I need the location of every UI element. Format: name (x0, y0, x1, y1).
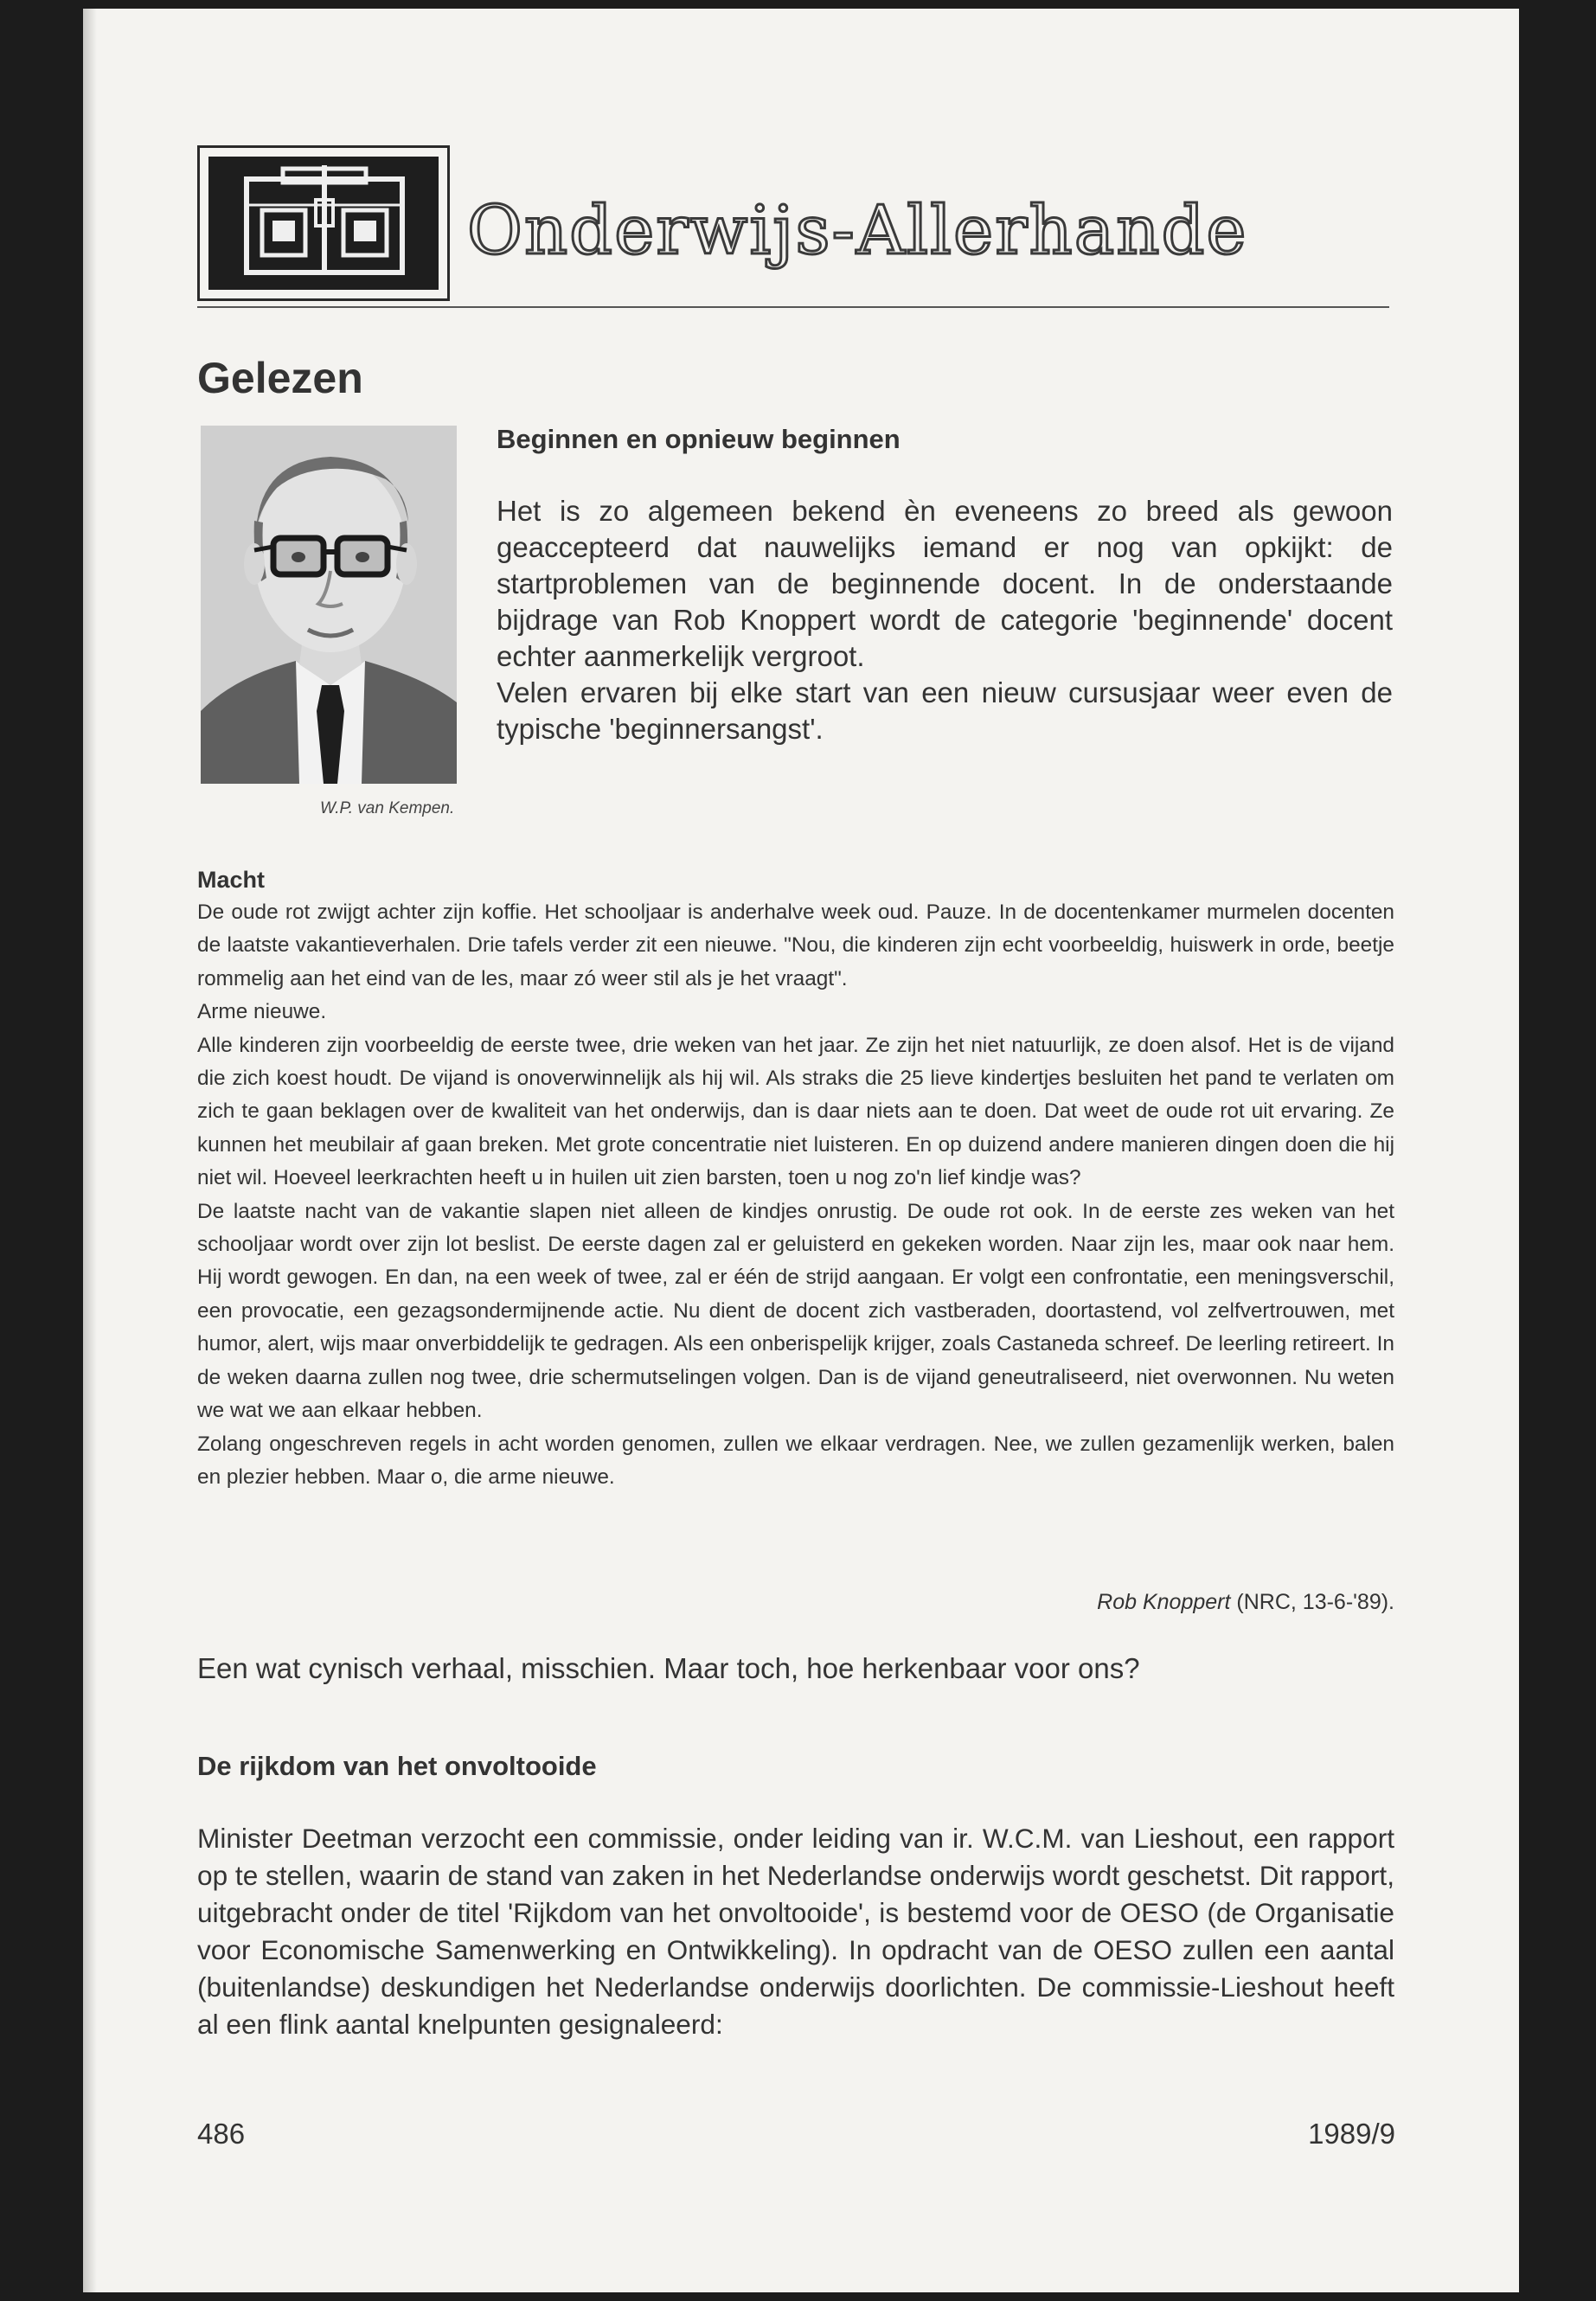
portrait-photo (201, 426, 457, 784)
intro-paragraph: Velen ervaren bij elke start van een nieuw cursusjaar weer even de typische 'beginnersangst'. (497, 676, 1393, 745)
issue-number: 1989/9 (1308, 2118, 1395, 2150)
article-paragraph: Zolang ongeschreven regels in acht worden genomen, zullen we elkaar verdragen. Nee, we zullen gezamenlijk werken, balen en plezier hebben. Maar o, die arme nieuwe. (197, 1432, 1394, 1489)
page-edge-shadow (83, 9, 97, 2292)
article-paragraph: Alle kinderen zijn voorbeeldig de eerste twee, drie weken van het jaar. Ze zijn het niet natuurlijk, ze doen alsof. Het is de vijand die zich koest houdt. De vijand is onoverwinnelijk als hij wil. Als straks die 25 lieve kindertjes besluiten het pand te verlaten om zich te gaan beklagen over de kwaliteit van het onderwijs, dan is daar niets aan te doen. Dat weet de oude rot uit ervaring. Ze kunnen het meubilair af gaan breken. Met grote concentratie niet luisteren. En op duizend andere manieren dingen doen die hij niet wil. Hoeveel leerkrachten heeft u in huilen uit zien barsten, toen u nog zo'n lief kindje was? (197, 1033, 1394, 1190)
article-paragraph: De laatste nacht van de vakantie slapen niet alleen de kindjes onrustig. De oude rot ook. In de eerste zes weken van het schooljaar wordt over zijn lot beslist. De eerste dagen zal er geluisterd en gekeken worden. Naar zijn les, maar ook naar hem. Hij wordt gewogen. En dan, na een week of twee, zal er één de strijd aangaan. Er volgt een confrontatie, een meningsverschil, een provocatie, een gezagsondermijnende actie. Nu dient de docent zich vastberaden, doortastend, vol zelfvertrouwen, met humor, alert, wijs maar onverbiddelijk te gedragen. Als een onberispelijk krijger, zoals Castaneda schreef. De leerling retireert. In de weken daarna zullen nog twee, drie schermutselingen volgen. Dan is de vijand geneutraliseerd, niet overwonnen. Nu weten we wat we aan elkaar hebben. (197, 1199, 1394, 1423)
article-byline (197, 1590, 1394, 1615)
briefcases-logo-icon (197, 145, 450, 301)
page-number: 486 (197, 2118, 246, 2150)
header-rule (197, 306, 1389, 308)
byline-source: (NRC, 13-6-'89). (1236, 1590, 1394, 1614)
article-paragraph: Arme nieuwe. (197, 1000, 327, 1024)
briefcase-icon (208, 157, 439, 290)
section-title: Gelezen (197, 354, 363, 402)
article-heading: Macht (197, 867, 266, 893)
section2-body (197, 1820, 1394, 2043)
article-paragraph: De oude rot zwijgt achter zijn koffie. Het schooljaar is anderhalve week oud. Pauze. In de docentenkamer murmelen docenten de laatste vakantieverhalen. Drie tafels verder zit een nieuwe. "Nou, die kinderen zijn echt voorbeeldig, huiswerk in orde, beetje rommelig aan het eind van de les, maar zó weer stil als je het vraagt". (197, 901, 1394, 990)
photo-caption: W.P. van Kempen. (320, 799, 455, 817)
logo-background (208, 157, 439, 290)
intro-subtitle: Beginnen en opnieuw beginnen (497, 424, 901, 454)
section2-paragraph: Minister Deetman verzocht een commissie, onder leiding van ir. W.C.M. van Lieshout, een rapport op te stellen, waarin de stand van zaken in het Nederlandse onderwijs wordt geschetst. Dit rapport, uitgebracht onder de titel 'Rijkdom van het onvoltooide', is bestemd voor de OESO (de Organisatie voor Economische Samenwerking en Ontwikkeling). In opdracht van de OESO zullen een aantal (buitenlandse) deskundigen het Nederlandse onderwijs doorlichten. De commissie-Lieshout heeft al een flink aantal knelpunten gesignaleerd: (197, 1823, 1394, 2040)
header-title: Onderwijs-Allerhande (467, 192, 1248, 270)
article-body (197, 896, 1394, 1494)
intro-paragraph: Het is zo algemeen bekend èn eveneens zo breed als gewoon geaccepteerd dat nauwelijks iemand er nog van opkijkt: de startproblemen van de beginnende docent. In de onderstaande bijdrage van Rob Knoppert wordt de categorie 'beginnende' docent echter aanmerkelijk vergroot. (497, 495, 1393, 672)
byline-author: Rob Knoppert (1097, 1590, 1231, 1614)
section2-subtitle: De rijkdom van het onvoltooide (197, 1751, 597, 1781)
intro-text (497, 493, 1393, 747)
editor-remark: Een wat cynisch verhaal, misschien. Maar toch, hoe herkenbaar voor ons? (197, 1652, 1140, 1684)
